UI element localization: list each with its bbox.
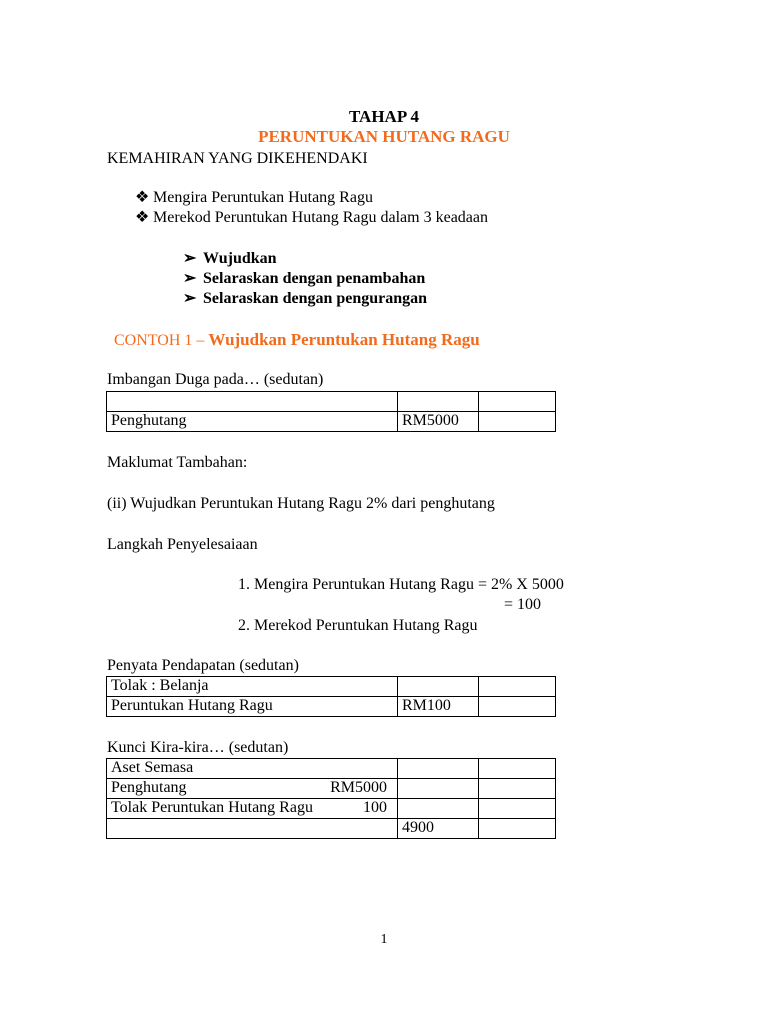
table-cell: RM5000	[398, 412, 479, 432]
trial-balance-caption: Imbangan Duga pada… (sedutan)	[107, 371, 324, 388]
table-row	[107, 697, 556, 717]
situation-text: Selaraskan dengan pengurangan	[203, 290, 428, 307]
table-cell	[107, 392, 398, 412]
example-title: Wujudkan Peruntukan Hutang Ragu	[208, 330, 480, 349]
table-cell	[398, 392, 479, 412]
table-cell	[479, 697, 556, 717]
table-cell: Aset Semasa	[107, 759, 398, 779]
table-cell	[398, 799, 479, 819]
situation-item	[183, 250, 277, 268]
table-cell	[107, 819, 398, 839]
income-statement-caption: Penyata Pendapatan (sedutan)	[107, 657, 299, 674]
table-cell: 4900	[398, 819, 479, 839]
table-cell	[398, 779, 479, 799]
arrow-bullet-icon: ➢	[183, 270, 197, 287]
table-cell	[107, 799, 398, 819]
table-cell	[479, 819, 556, 839]
table-row	[107, 392, 556, 412]
table-cell: Tolak : Belanja	[107, 677, 398, 697]
table-cell	[107, 779, 398, 799]
skill-text: Mengira Peruntukan Hutang Ragu	[153, 189, 373, 206]
table-row	[107, 819, 556, 839]
step-1: 1. Mengira Peruntukan Hutang Ragu = 2% X 5000	[238, 576, 564, 593]
table-cell: Penghutang	[107, 412, 398, 432]
arrow-bullet-icon: ➢	[183, 250, 197, 267]
example-prefix: CONTOH 1 –	[114, 332, 205, 349]
table-row	[107, 677, 556, 697]
debtors-label: Penghutang	[111, 779, 187, 796]
skill-item	[135, 189, 373, 207]
situation-text: Selaraskan dengan penambahan	[203, 270, 426, 287]
additional-heading: Maklumat Tambahan:	[107, 454, 248, 471]
stage-title: TAHAP 4	[348, 107, 420, 126]
step-2: 2. Merekod Peruntukan Hutang Ragu	[238, 617, 478, 634]
table-cell	[479, 759, 556, 779]
topic-title: PERUNTUKAN HUTANG RAGU	[258, 127, 510, 146]
steps-heading: Langkah Penyelesaiaan	[107, 536, 258, 553]
additional-item: (ii) Wujudkan Peruntukan Hutang Ragu 2% dari penghutang	[107, 495, 495, 512]
situation-item	[183, 290, 427, 308]
table-cell	[479, 799, 556, 819]
table-cell	[398, 759, 479, 779]
table-cell	[479, 677, 556, 697]
page-number: 1	[380, 932, 388, 947]
situation-text: Wujudkan	[203, 250, 277, 267]
arrow-bullet-icon: ➢	[183, 290, 197, 307]
balance-sheet-table	[106, 758, 556, 839]
table-row	[107, 799, 556, 819]
provision-label: Tolak Peruntukan Hutang Ragu	[111, 799, 313, 816]
skill-item	[135, 209, 488, 227]
diamond-bullet-icon: ❖	[135, 209, 150, 226]
example-heading	[114, 331, 480, 350]
skill-text: Merekod Peruntukan Hutang Ragu dalam 3 keadaan	[153, 209, 489, 226]
balance-sheet-caption: Kunci Kira-kira… (sedutan)	[107, 739, 289, 756]
provision-value: 100	[363, 799, 387, 816]
table-row	[107, 779, 556, 799]
table-cell: RM100	[398, 697, 479, 717]
income-statement-table	[106, 676, 556, 717]
table-row	[107, 759, 556, 779]
table-cell	[398, 677, 479, 697]
step-1-result: = 100	[504, 596, 542, 613]
table-cell: Peruntukan Hutang Ragu	[107, 697, 398, 717]
situation-item	[183, 270, 425, 288]
skills-heading: KEMAHIRAN YANG DIKEHENDAKI	[107, 150, 368, 167]
table-cell	[479, 779, 556, 799]
trial-balance-table	[106, 391, 556, 432]
diamond-bullet-icon: ❖	[135, 189, 150, 206]
debtors-value: RM5000	[330, 779, 387, 796]
table-cell	[479, 412, 556, 432]
table-cell	[479, 392, 556, 412]
table-row	[107, 412, 556, 432]
